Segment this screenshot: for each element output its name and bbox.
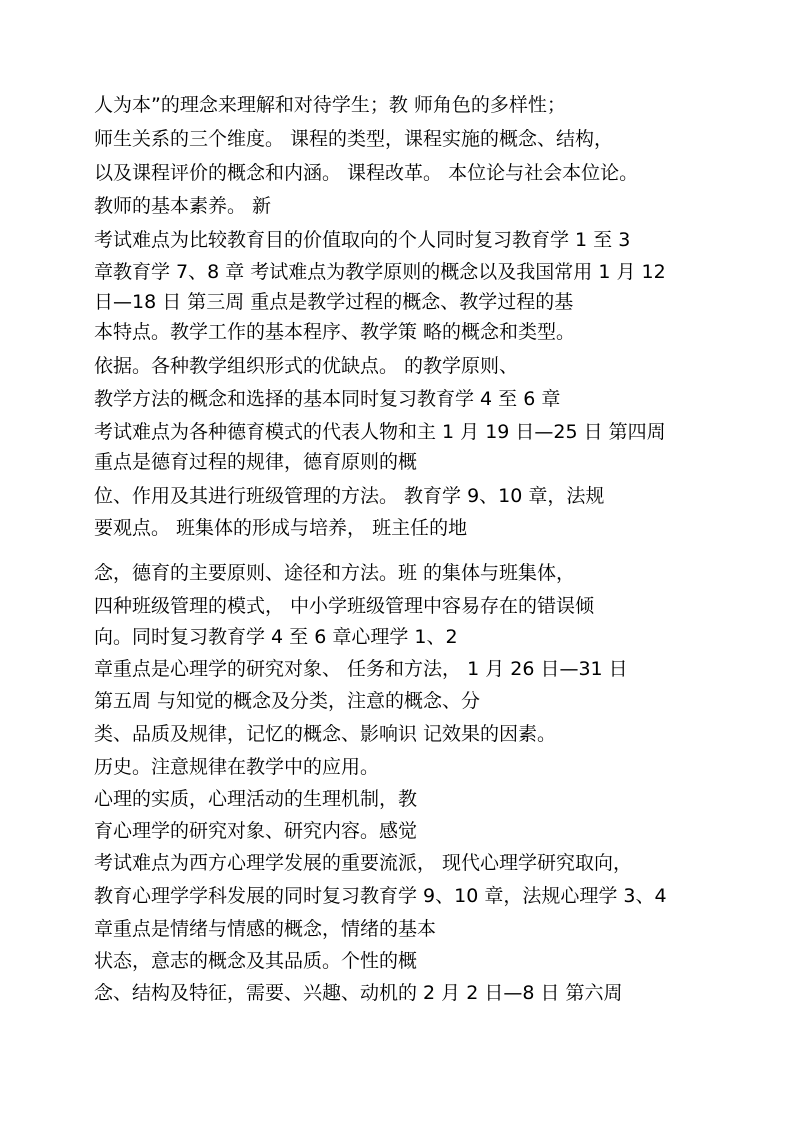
text-line-11: 考试难点为各种德育模式的代表人物和主 1 月 19 日—25 日 第四周 [94, 421, 666, 443]
text-line-24: 考试难点为西方心理学发展的重要流派， 现代心理学研究取向， [94, 852, 633, 874]
text-line-25: 教育心理学学科发展的同时复习教育学 9、10 章，法规心理学 3、4 [94, 885, 667, 907]
text-line-6: 章教育学 7、8 章 考试难点为教学原则的概念以及我国常用 1 月 12 [94, 261, 666, 283]
text-line-22: 心理的实质，心理活动的生理机制，教 [94, 788, 418, 810]
text-line-9: 依据。各种教学组织形式的优缺点。 的教学原则、 [94, 355, 519, 377]
text-line-2: 师生关系的三个维度。 课程的类型，课程实施的概念、结构， [94, 128, 614, 150]
text-line-5: 考试难点为比较教育目的价值取向的个人同时复习教育学 1 至 3 [94, 229, 631, 251]
text-line-16: 四种班级管理的模式， 中小学班级管理中容易存在的错误倾 [94, 595, 595, 617]
text-line-26: 章重点是情绪与情感的概念，情绪的基本 [94, 918, 437, 940]
text-line-13: 位、作用及其进行班级管理的方法。 教育学 9、10 章，法规 [94, 485, 605, 507]
text-line-21: 历史。注意规律在教学中的应用。 [94, 756, 380, 778]
text-line-17: 向。同时复习教育学 4 至 6 章心理学 1、2 [94, 626, 458, 648]
text-line-23: 育心理学的研究对象、研究内容。感觉 [94, 820, 418, 842]
text-line-19: 第五周 与知觉的概念及分类，注意的概念、分 [94, 690, 481, 712]
text-line-4: 教师的基本素养。 新 [94, 195, 272, 217]
text-line-28: 念、结构及特征，需要、兴趣、动机的 2 月 2 日—8 日 第六周 [94, 982, 623, 1004]
text-line-3: 以及课程评价的概念和内涵。 课程改革。 本位论与社会本位论。 [94, 162, 639, 184]
text-line-15: 念，德育的主要原则、途径和方法。班 的集体与班集体， [94, 562, 576, 584]
text-line-10: 教学方法的概念和选择的基本同时复习教育学 4 至 6 章 [94, 388, 561, 410]
text-line-7: 日—18 日 第三周 重点是教学过程的概念、教学过程的基 [94, 291, 574, 313]
text-line-27: 状态，意志的概念及其品质。个性的概 [94, 950, 418, 972]
text-line-20: 类、品质及规律，记忆的概念、影响识 记效果的因素。 [94, 723, 557, 745]
text-line-12: 重点是德育过程的规律，德育原则的概 [94, 451, 418, 473]
text-line-14: 要观点。 班集体的形成与培养， 班主任的地 [94, 517, 468, 539]
text-line-1: 人为本”的理念来理解和对待学生；教 师角色的多样性； [94, 94, 566, 116]
text-line-18: 章重点是心理学的研究对象、 任务和方法， 1 月 26 日—31 日 [94, 658, 628, 680]
text-line-8: 本特点。教学工作的基本程序、教学策 略的概念和类型。 [94, 321, 576, 343]
